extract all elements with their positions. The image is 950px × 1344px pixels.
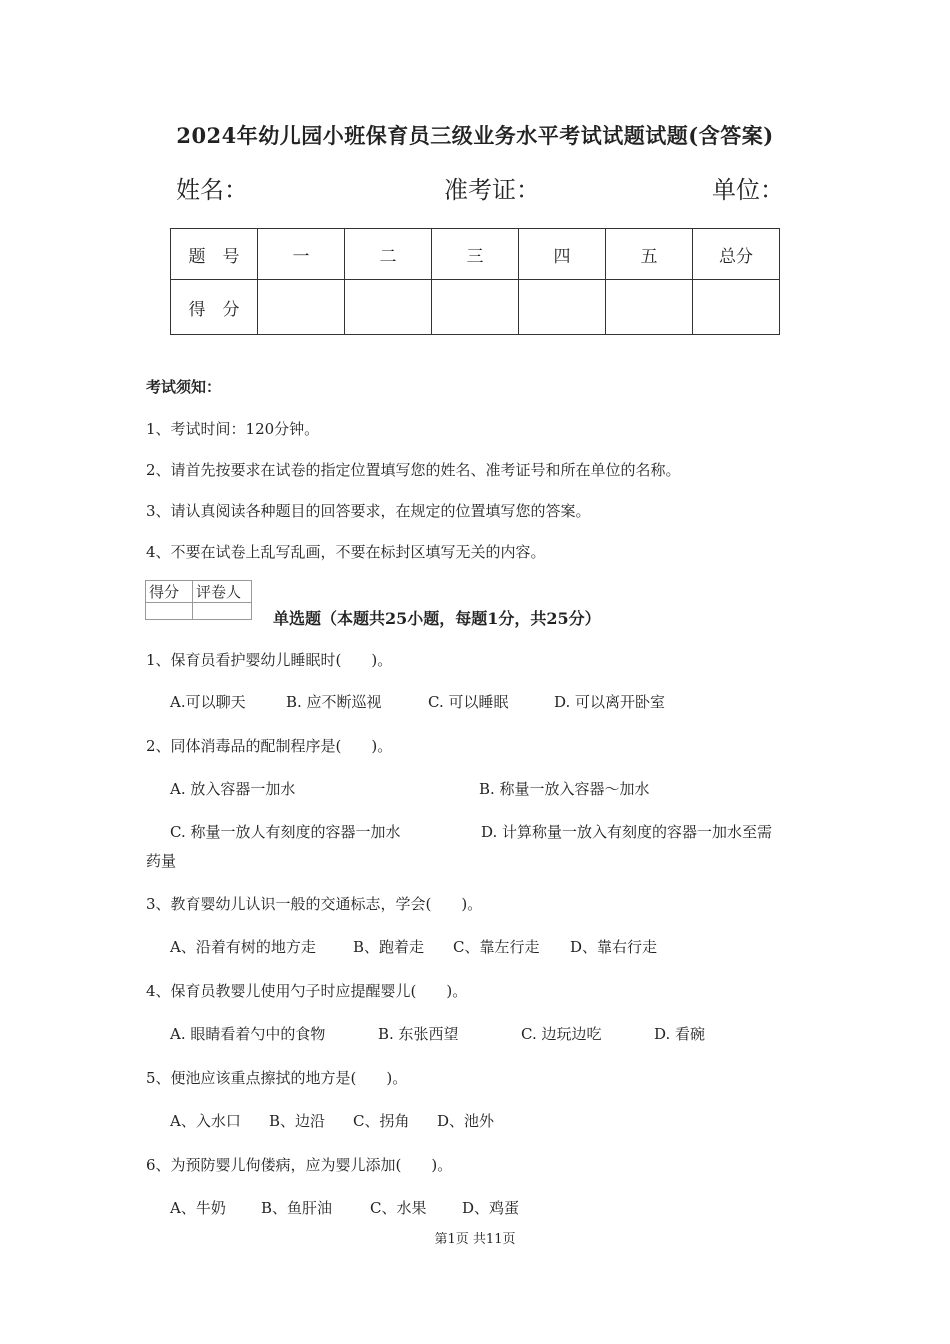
notice-heading: 考试须知： [146,378,222,396]
score-table-header-cell: 三 [432,229,519,280]
question-option: A、沿着有树的地方走 [170,938,316,956]
question-option: D. 看碗 [654,1025,706,1043]
question-stem: 2、同体消毒品的配制程序是( )。 [146,737,393,755]
score-table-header-cell: 一 [258,229,345,280]
unit-label: 单位： [712,176,784,204]
question-option: D、靠右行走 [570,938,658,956]
question-option: D、鸡蛋 [462,1199,520,1217]
score-cell [693,280,780,335]
question-option: A. 放入容器一加水 [170,780,296,798]
score-row-label: 得 分 [171,280,258,335]
question-option: C、靠左行走 [453,938,540,956]
score-table-header-cell: 二 [345,229,432,280]
grader-score-cell [146,603,193,620]
question-option: B、跑着走 [353,938,425,956]
question-option: A.可以聊天 [170,693,246,711]
question-option-continuation: 药量 [146,852,177,870]
question-option: A、牛奶 [170,1199,226,1217]
question-option: C、水果 [370,1199,427,1217]
score-cell [519,280,606,335]
grader-reviewer-label: 评卷人 [193,581,252,603]
score-table-header-cell: 五 [606,229,693,280]
question-option: B. 应不断巡视 [286,693,382,711]
page-footer: 第1页 共11页 [434,1232,516,1247]
notice-item: 1、考试时间：120分钟。 [146,420,320,438]
question-option: C. 可以睡眠 [428,693,509,711]
question-stem: 4、保育员教婴儿使用勺子时应提醒婴儿( )。 [146,982,468,1000]
score-table-score-row [171,280,780,335]
page-title: 2024年幼儿园小班保育员三级业务水平考试试题试题(含答案) [176,123,774,148]
question-option: B、边沿 [269,1112,326,1130]
grader-score-label: 得分 [146,581,193,603]
question-option: B. 称量一放入容器～加水 [479,780,650,798]
question-option: D、池外 [437,1112,495,1130]
question-option: C、拐角 [353,1112,410,1130]
score-table-header-cell: 题 号 [171,229,258,280]
score-cell [606,280,693,335]
score-cell [345,280,432,335]
question-stem: 5、便池应该重点擦拭的地方是( )。 [146,1069,408,1087]
question-stem: 1、保育员看护婴幼儿睡眠时( )。 [146,651,393,669]
score-table-header-cell: 四 [519,229,606,280]
question-option: A. 眼睛看着勺中的食物 [170,1025,326,1043]
grader-box [145,580,252,620]
exam-id-label: 准考证： [444,176,540,204]
notice-item: 2、请首先按要求在试卷的指定位置填写您的姓名、准考证号和所在单位的名称。 [146,461,681,479]
question-option: B、鱼肝油 [261,1199,333,1217]
question-stem: 3、教育婴幼儿认识一般的交通标志，学会( )。 [146,895,483,913]
question-option: B. 东张西望 [378,1025,459,1043]
score-cell [258,280,345,335]
score-table-header-row [171,229,780,280]
notice-item: 4、不要在试卷上乱写乱画，不要在标封区填写无关的内容。 [146,543,546,561]
name-label: 姓名： [176,176,248,204]
question-option: C. 称量一放人有刻度的容器一加水 [170,823,401,841]
question-option: A、入水口 [170,1112,241,1130]
question-option: D. 计算称量一放入有刻度的容器一加水至需 [481,823,773,841]
notice-item: 3、请认真阅读各种题目的回答要求，在规定的位置填写您的答案。 [146,502,591,520]
question-option: D. 可以离开卧室 [554,693,666,711]
question-option: C. 边玩边吃 [521,1025,602,1043]
score-table [170,228,780,335]
score-cell [432,280,519,335]
section-title: 单选题（本题共25小题，每题1分，共25分） [273,609,601,628]
question-stem: 6、为预防婴儿佝偻病，应为婴儿添加( )。 [146,1156,453,1174]
score-table-header-cell: 总分 [693,229,780,280]
grader-reviewer-cell [193,603,252,620]
